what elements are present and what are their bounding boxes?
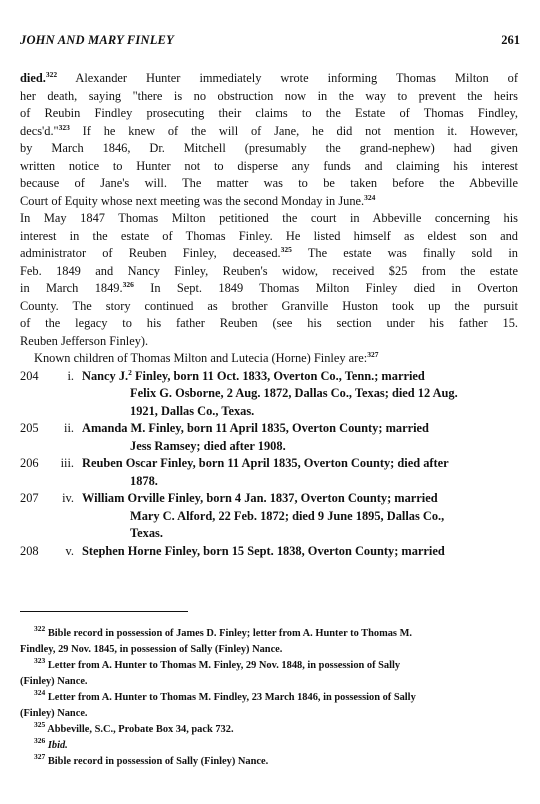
entry-line: 204 i. Nancy J.$^2$ Finley, born 11 Oct. 1833, Overton Co., Tenn.; married: [20, 368, 518, 386]
footnote-line: $^{327}$ Bible record in possession of Sally (Finley) Nance.: [34, 754, 269, 767]
footnote-line: $^{323}$ Letter from A. Hunter to Thomas M. Finley, 29 Nov. 1848, in possession of Sally: [34, 658, 401, 671]
footnote: [20, 658, 518, 690]
footnote-rule: [20, 611, 188, 612]
footnote-number: 322: [34, 626, 46, 633]
child-number: 208: [20, 543, 39, 558]
footnote-line: Findley, 29 Nov. 1845, in possession of Sally (Finley) Nance.: [20, 644, 283, 655]
running-title: JOHN AND MARY FINLEY: [20, 33, 174, 47]
footnote-ref: 325: [280, 245, 292, 254]
child-entry: [20, 420, 518, 455]
entry-line: Mary C. Alford, 22 Feb. 1872; died 9 June 1895, Dallas Co.,: [130, 508, 445, 523]
entry-line: 207 iv. William Orville Finley, born 4 Jan. 1837, Overton County; married: [20, 490, 518, 508]
footnote-number: 324: [34, 690, 46, 697]
text-line: administrator of Reuben Finley, deceased.$^{325}$ The estate was finally sold in: [20, 245, 518, 260]
entry-line: 1878.: [130, 473, 158, 488]
entry-line: 206 iii. Reuben Oscar Finley, born 11 April 1835, Overton County; died after: [20, 455, 518, 473]
footnote-ref: 327: [367, 350, 379, 359]
footnote: [20, 626, 518, 658]
paragraph-estate-letters: [20, 70, 518, 210]
child-number: 205: [20, 421, 39, 435]
text-line: County. The story continued as brother Granville Huston took up the pursuit: [20, 298, 518, 313]
main-text: [20, 70, 518, 560]
footnote-line: $^{322}$ Bible record in possession of James D. Finley; letter from A. Hunter to Thomas M.: [34, 626, 412, 639]
page-number: 261: [501, 33, 520, 47]
child-roman: iv.: [62, 491, 74, 505]
text-line: Feb. 1849 and Nancy Finley, Reuben's widow, received $25 from the estate: [20, 263, 518, 278]
text-line: decs'd."$^{323}$ If he knew of the will of Jane, he did not mention it. However,: [20, 122, 518, 138]
child-number: 206: [20, 456, 39, 470]
footnote-number: 326: [34, 738, 46, 745]
child-entry: [20, 368, 518, 421]
footnote-ref: 326: [122, 280, 134, 289]
footnote-line: $^{325}$ Abbeville, S.C., Probate Box 34, pack 732.: [34, 722, 234, 735]
child-number: 204: [20, 368, 39, 383]
footnote: [20, 738, 518, 754]
child-entry: [20, 490, 518, 543]
text-line: her death, saying "there is no obstruction now in the way to prevent the heirs: [20, 88, 518, 103]
text-line: in March 1849.$^{326}$ In Sept. 1849 Thomas Milton Finley died in Overton: [20, 280, 518, 295]
footnote-line: $^{324}$ Letter from A. Hunter to Thomas M. Findley, 23 March 1846, in possession of Sally: [34, 690, 416, 703]
footnote-ref: 322: [45, 70, 58, 79]
text-line: Reuben Jefferson Finley).: [20, 333, 149, 348]
footnote-ref: 324: [364, 192, 376, 202]
text-line: written notice to Hunter not to disperse any funds and claiming his interest: [20, 158, 518, 173]
text-line: In May 1847 Thomas Milton petitioned the court in Abbeville concerning his: [20, 211, 518, 225]
footnote: [20, 690, 518, 722]
footnotes: [20, 626, 518, 770]
footnote-number: 327: [34, 754, 46, 761]
entry-line: Felix G. Osborne, 2 Aug. 1872, Dallas Co., Texas; died 12 Aug.: [130, 386, 458, 400]
child-roman: i.: [67, 368, 74, 383]
child-entry: [20, 455, 518, 490]
text-line: because of Jane's will. The matter was to be taken before the Abbeville: [20, 176, 518, 190]
footnote-line: $^{326}$ Ibid.: [34, 738, 68, 751]
entry-line: Texas.: [130, 526, 163, 540]
child-roman: iii.: [60, 456, 74, 470]
text-line: died.$^{322}$ Alexander Hunter immediately wrote informing Thomas Milton of: [20, 70, 518, 85]
text-line: of the legacy to his father Reuben (see his section under his father 15.: [20, 316, 518, 330]
children-list: [20, 368, 518, 561]
entry-line: 1921, Dallas Co., Texas.: [130, 403, 255, 418]
footnote-line: (Finley) Nance.: [20, 676, 88, 687]
footnote: [20, 754, 518, 770]
text-line: interest in the estate of Thomas Finley. He listed himself as eldest son and: [20, 228, 518, 243]
footnote-line: (Finley) Nance.: [20, 708, 88, 719]
child-roman: v.: [65, 543, 74, 558]
text-line: of Reubin Findley prosecuting their claims to the Estate of Thomas Findley,: [20, 106, 518, 120]
child-entry: [20, 543, 518, 561]
entry-line: 208 v. Stephen Horne Finley, born 15 Sept. 1838, Overton County; married: [20, 543, 518, 561]
child-roman: ii.: [64, 421, 74, 435]
footnote: [20, 722, 518, 738]
paragraph-court-petition: [20, 210, 518, 350]
footnote-number: 325: [34, 722, 46, 729]
footnote-ref: 323: [58, 122, 70, 132]
footnote-number: 323: [34, 658, 46, 665]
entry-line: 205 ii. Amanda M. Finley, born 11 April 1835, Overton County; married: [20, 420, 518, 438]
entry-line: Jess Ramsey; died after 1908.: [130, 438, 286, 453]
running-header: [20, 33, 520, 51]
text-line: Court of Equity whose next meeting was the second Monday in June.$^{324}$: [20, 192, 376, 208]
child-number: 207: [20, 491, 39, 505]
children-intro: Known children of Thomas Milton and Lutecia (Horne) Finley are:$^{327}$: [34, 350, 379, 365]
text-line: by March 1846, Dr. Mitchell (presumably the grand-nephew) had given: [20, 141, 518, 155]
